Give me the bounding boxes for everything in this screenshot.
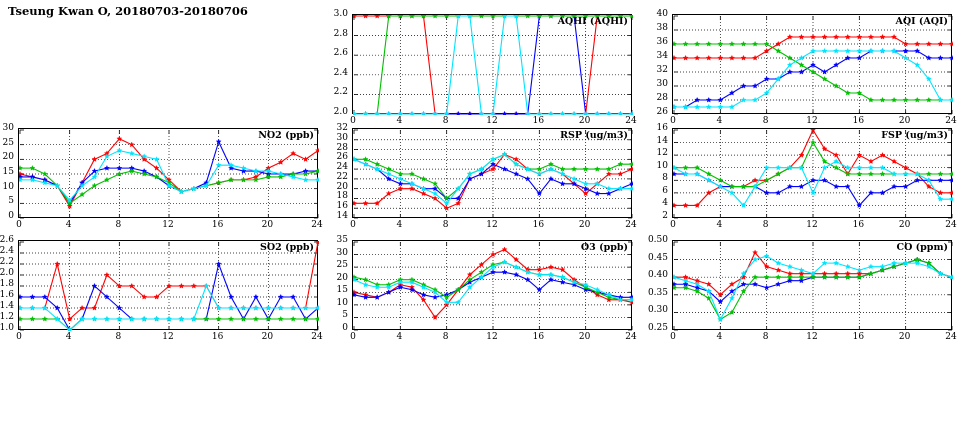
gridlines-aqhi	[354, 16, 632, 114]
xtick-aqi-24: 24	[945, 116, 957, 126]
xtick-rsp-24: 24	[625, 220, 637, 230]
chart-title-no2: NO2 (ppb)	[258, 130, 314, 141]
xtick-no2-24: 24	[311, 220, 323, 230]
ytick-no2-4: 20	[2, 152, 14, 163]
ytick-aqi-0: 26	[656, 107, 668, 117]
ytick-rsp-4: 22	[336, 171, 348, 182]
xtick-rsp-8: 8	[442, 220, 449, 230]
xtick-aqhi-8: 8	[442, 116, 449, 126]
ytick-aqi-2: 30	[656, 79, 668, 89]
chart-panel-aqi	[656, 9, 957, 130]
xtick-rsp-12: 12	[486, 220, 498, 230]
ytick-so2-3: 1.6	[0, 290, 14, 300]
ytick-o3-2: 10	[336, 297, 348, 308]
ytick-fsp-4: 10	[656, 160, 668, 171]
gridlines-rsp	[354, 130, 632, 218]
xtick-so2-12: 12	[162, 332, 174, 342]
ytick-so2-1: 1.2	[0, 312, 14, 322]
xtick-aqhi-0: 0	[350, 116, 356, 126]
xtick-so2-24: 24	[311, 332, 323, 342]
ytick-rsp-1: 16	[336, 201, 348, 212]
xtick-so2-16: 16	[211, 332, 224, 342]
xtick-o3-0: 0	[350, 332, 356, 342]
xtick-aqi-0: 0	[670, 116, 676, 126]
chart-panel-rsp	[336, 123, 637, 234]
ytick-fsp-2: 6	[662, 185, 668, 196]
chart-title-so2: SO2 (ppb)	[260, 242, 314, 253]
ytick-aqi-3: 32	[656, 65, 668, 75]
plot-canvas-no2	[19, 129, 319, 219]
plot-canvas-aqhi	[353, 15, 633, 115]
ytick-aqhi-1: 2.2	[333, 87, 348, 98]
ytick-rsp-6: 26	[336, 152, 348, 163]
chart-title-co: CO (ppm)	[896, 242, 948, 253]
page-title: Tseung Kwan O, 20180703-20180706	[8, 4, 248, 18]
ytick-no2-1: 5	[8, 196, 14, 207]
xtick-aqhi-4: 4	[396, 116, 403, 126]
ytick-fsp-1: 4	[662, 198, 668, 209]
xtick-fsp-24: 24	[945, 220, 957, 230]
ytick-o3-5: 25	[336, 260, 348, 271]
xtick-co-16: 16	[852, 332, 865, 342]
plot-canvas-co	[673, 241, 953, 331]
xtick-fsp-8: 8	[762, 220, 769, 230]
chart-title-rsp: RSP (ug/m3)	[560, 130, 628, 141]
ytick-rsp-5: 24	[336, 162, 348, 173]
xtick-aqi-4: 4	[716, 116, 723, 126]
ytick-fsp-7: 16	[656, 123, 668, 133]
xtick-rsp-16: 16	[532, 220, 545, 230]
xtick-o3-12: 12	[486, 332, 498, 342]
xtick-no2-4: 4	[65, 220, 72, 230]
ytick-rsp-9: 32	[336, 123, 348, 133]
ytick-aqi-7: 40	[656, 9, 668, 19]
chart-title-o3: O3 (ppb)	[580, 242, 628, 253]
plot-area-fsp	[672, 128, 952, 218]
xtick-so2-20: 20	[261, 332, 274, 342]
xtick-o3-24: 24	[625, 332, 637, 342]
ytick-rsp-8: 30	[336, 132, 348, 143]
plot-area-rsp	[352, 128, 632, 218]
ytick-rsp-3: 20	[336, 181, 348, 192]
ytick-no2-2: 10	[2, 181, 14, 192]
xtick-so2-8: 8	[115, 332, 122, 342]
ytick-aqhi-2: 2.4	[333, 67, 348, 78]
ytick-aqhi-4: 2.8	[333, 28, 348, 39]
ytick-co-0: 0.25	[647, 323, 668, 333]
ytick-fsp-5: 12	[656, 148, 668, 159]
xtick-aqhi-12: 12	[486, 116, 498, 126]
chart-panel-so2	[0, 235, 323, 346]
chart-panel-fsp	[656, 123, 957, 234]
ytick-o3-6: 30	[336, 247, 348, 258]
xtick-aqhi-24: 24	[625, 116, 637, 126]
ytick-rsp-0: 14	[336, 211, 348, 221]
ytick-aqhi-3: 2.6	[333, 48, 348, 59]
xtick-aqhi-20: 20	[578, 116, 591, 126]
plot-area-aqhi	[352, 14, 632, 114]
plot-canvas-o3	[353, 241, 633, 331]
xtick-no2-0: 0	[16, 220, 22, 230]
ytick-no2-5: 25	[2, 137, 14, 148]
xtick-rsp-20: 20	[578, 220, 591, 230]
chart-panel-co	[647, 235, 957, 346]
plot-area-so2	[18, 240, 318, 330]
xtick-co-0: 0	[670, 332, 676, 342]
xtick-co-4: 4	[716, 332, 723, 342]
ytick-no2-3: 15	[2, 167, 14, 177]
chart-panel-no2	[2, 123, 323, 234]
ytick-o3-3: 15	[336, 285, 348, 296]
ytick-so2-0: 1.0	[0, 323, 14, 333]
xtick-co-20: 20	[898, 332, 911, 342]
plot-area-no2	[18, 128, 318, 218]
plot-canvas-aqi	[673, 15, 953, 115]
xtick-o3-4: 4	[396, 332, 403, 342]
ytick-rsp-2: 18	[336, 191, 348, 202]
ytick-co-5: 0.50	[647, 235, 668, 245]
xtick-no2-16: 16	[211, 220, 224, 230]
ytick-fsp-0: 2	[662, 211, 668, 221]
series-aqi-day1	[673, 34, 953, 60]
xtick-so2-0: 0	[16, 332, 22, 342]
xtick-fsp-0: 0	[670, 220, 676, 230]
xtick-rsp-0: 0	[350, 220, 356, 230]
ytick-aqi-1: 28	[656, 93, 668, 103]
xtick-fsp-12: 12	[806, 220, 818, 230]
ticks-co	[674, 242, 952, 330]
plot-area-aqi	[672, 14, 952, 114]
ytick-fsp-3: 8	[662, 173, 668, 184]
gridlines-co	[674, 242, 952, 330]
xtick-o3-16: 16	[532, 332, 545, 342]
xtick-so2-4: 4	[65, 332, 72, 342]
ytick-o3-0: 0	[342, 323, 348, 333]
ytick-fsp-6: 14	[656, 135, 668, 146]
chart-title-aqi: AQI (AQI)	[895, 16, 948, 27]
xtick-fsp-16: 16	[852, 220, 865, 230]
xtick-o3-20: 20	[578, 332, 591, 342]
ytick-aqi-6: 38	[656, 23, 668, 33]
chart-title-aqhi: AQHI (AQHI)	[557, 16, 628, 27]
ytick-rsp-7: 28	[336, 142, 348, 153]
xtick-no2-20: 20	[261, 220, 274, 230]
ytick-aqi-4: 34	[656, 51, 668, 61]
ytick-no2-6: 30	[2, 123, 14, 133]
xtick-aqi-16: 16	[852, 116, 865, 126]
xtick-co-12: 12	[806, 332, 818, 342]
ytick-o3-4: 20	[336, 272, 348, 283]
plot-area-o3	[352, 240, 632, 330]
ytick-o3-1: 5	[342, 310, 348, 321]
plot-canvas-fsp	[673, 129, 953, 219]
xtick-no2-12: 12	[162, 220, 174, 230]
ytick-so2-5: 2.0	[0, 268, 14, 278]
ytick-so2-8: 2.6	[0, 235, 14, 245]
ytick-so2-2: 1.4	[0, 301, 14, 311]
ytick-co-2: 0.35	[647, 287, 668, 298]
chart-title-fsp: FSP (ug/m3)	[881, 130, 948, 141]
ytick-o3-7: 35	[336, 235, 348, 245]
ytick-co-4: 0.45	[647, 252, 668, 263]
xtick-co-8: 8	[762, 332, 769, 342]
xtick-o3-8: 8	[442, 332, 449, 342]
ytick-so2-7: 2.4	[0, 246, 14, 256]
xtick-no2-8: 8	[115, 220, 122, 230]
ytick-aqhi-0: 2.0	[333, 107, 348, 117]
xtick-rsp-4: 4	[396, 220, 403, 230]
plot-canvas-so2	[19, 241, 319, 331]
ytick-aqi-5: 36	[656, 37, 668, 47]
xtick-co-24: 24	[945, 332, 957, 342]
plot-canvas-rsp	[353, 129, 633, 219]
xtick-aqi-12: 12	[806, 116, 818, 126]
plot-area-co	[672, 240, 952, 330]
chart-panel-o3	[336, 235, 637, 346]
xtick-aqhi-16: 16	[532, 116, 545, 126]
ytick-so2-4: 1.8	[0, 279, 14, 289]
ytick-no2-0: 0	[8, 211, 14, 221]
ytick-aqhi-5: 3.0	[333, 9, 348, 19]
xtick-aqi-8: 8	[762, 116, 769, 126]
xtick-fsp-20: 20	[898, 220, 911, 230]
ticks-rsp	[354, 130, 632, 218]
xtick-aqi-20: 20	[898, 116, 911, 126]
ytick-co-3: 0.40	[647, 270, 668, 281]
ytick-so2-6: 2.2	[0, 257, 14, 267]
xtick-fsp-4: 4	[716, 220, 723, 230]
ytick-co-1: 0.30	[647, 305, 668, 316]
